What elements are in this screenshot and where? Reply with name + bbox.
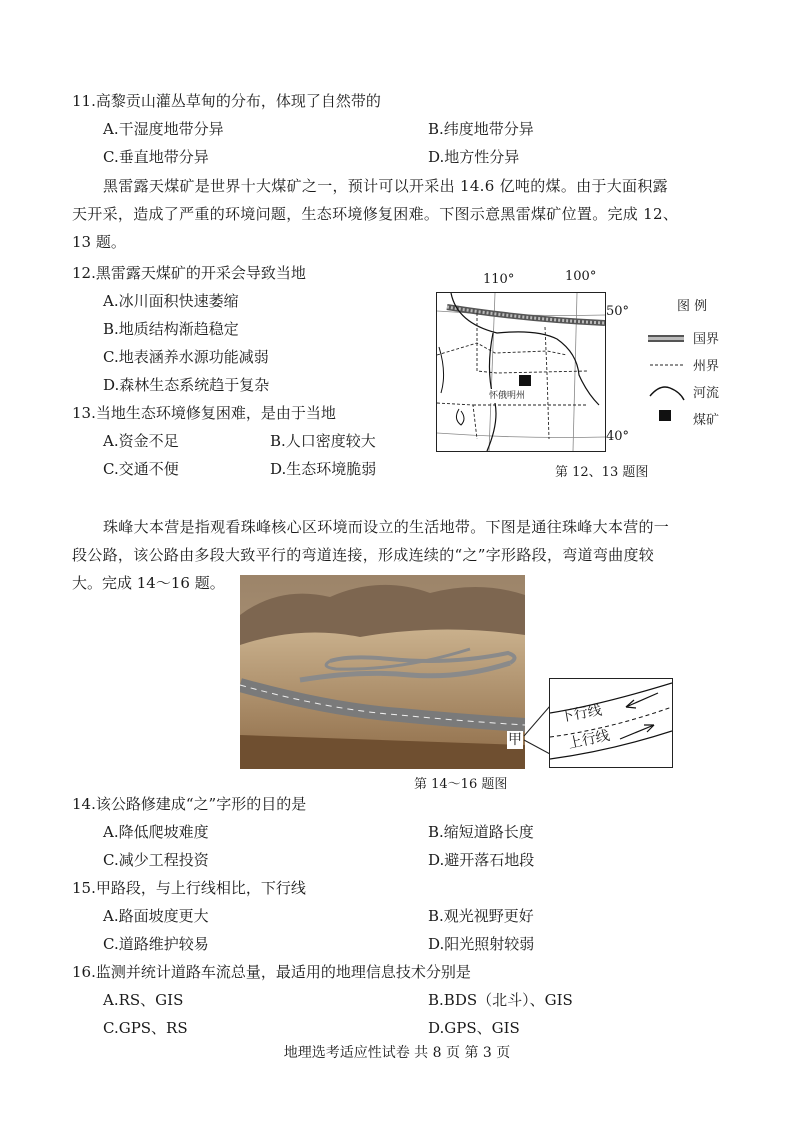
photo-caption: 第 14～16 题图 [414,777,508,792]
q16-option-b[interactable]: B.BDS（北斗）、GIS [428,991,573,1009]
passage2-line1: 珠峰大本营是指观看珠峰核心区环境而设立的生活地带。下图是通往珠峰大本营的一 [103,518,670,536]
passage1-line3: 13 题。 [72,233,126,251]
lake [456,409,464,425]
legend-national-border: 国界 [693,332,720,347]
legend-coal-mine: 煤矿 [693,413,720,428]
q14-stem: 14.该公路修建成“之”字形的目的是 [72,795,307,813]
state-border-1 [437,343,567,355]
map-drawing [437,293,605,451]
map-caption: 第 12、13 题图 [555,465,649,480]
q15-option-d[interactable]: D.阳光照射较弱 [428,935,535,953]
q15-option-a[interactable]: A.路面坡度更大 [103,907,209,925]
q11-stem: 11.高黎贡山灌丛草甸的分布，体现了自然带的 [72,92,381,110]
coal-mine-marker [519,375,531,386]
legend-title: 图 例 [677,299,708,314]
q14-option-d[interactable]: D.避开落石地段 [428,851,535,869]
legend-symbols [646,332,686,432]
q16-option-c[interactable]: C.GPS、RS [103,1019,188,1037]
down-arrow-head [626,700,636,708]
inset-connector-lines [520,676,552,756]
inset-down-line-label: 下行线 [558,702,604,726]
q14-option-c[interactable]: C.减少工程投资 [103,851,209,869]
q14-option-b[interactable]: B.缩短道路长度 [428,823,534,841]
q12-option-c[interactable]: C.地表涵养水源功能减弱 [103,348,269,366]
passage1-line2: 天开采，造成了严重的环境问题，生态环境修复困难。下图示意黑雷煤矿位置。完成 12、 [72,205,679,223]
q13-option-d[interactable]: D.生态环境脆弱 [270,460,377,478]
q12-stem: 12.黑雷露天煤矿的开采会导致当地 [72,264,306,282]
passage2-line2: 段公路，该公路由多段大致平行的弯道连接，形成连续的“之”字形路段，弯道弯曲度较 [72,546,655,564]
q15-option-c[interactable]: C.道路维护较易 [103,935,209,953]
q11-option-b[interactable]: B.纬度地带分异 [428,120,534,138]
q13-stem: 13.当地生态环境修复困难，是由于当地 [72,404,336,422]
meridian-100 [573,293,577,451]
road-inset [549,678,673,768]
national-border-band [447,307,605,323]
legend-national-border-hatch [648,337,684,340]
q11-option-a[interactable]: A.干湿度地带分异 [103,120,224,138]
legend-river-symbol [650,387,684,400]
q14-option-a[interactable]: A.降低爬坡难度 [103,823,209,841]
q12-option-b[interactable]: B.地质结构渐趋稳定 [103,320,239,338]
q16-option-a[interactable]: A.RS、GIS [103,991,184,1009]
q11-option-d[interactable]: D.地方性分异 [428,148,520,166]
up-arrow-line [620,725,654,739]
legend-river: 河流 [693,386,720,401]
map-place-label: 怀俄明州 [489,391,526,401]
road-photo-drawing [240,575,525,769]
passage1-line1: 黑雷露天煤矿是世界十大煤矿之一，预计可以开采出 14.6 亿吨的煤。由于大面积露 [103,177,668,195]
legend-coal-mine-symbol [659,410,671,421]
map-lat-50: 50° [606,304,630,319]
photo-label-jia: 甲 [508,732,522,748]
map-lon-110: 110° [483,272,515,287]
map-lon-100: 100° [565,269,597,284]
q15-option-b[interactable]: B.观光视野更好 [428,907,534,925]
q16-stem: 16.监测并统计道路车流总量，最适用的地理信息技术分别是 [72,963,471,981]
location-map [436,292,606,452]
passage2-line3: 大。完成 14～16 题。 [72,574,225,592]
q15-stem: 15.甲路段，与上行线相比，下行线 [72,879,306,897]
q16-option-d[interactable]: D.GPS、GIS [428,1019,520,1037]
legend-state-border: 州界 [693,359,720,374]
map-lat-40: 40° [606,429,630,444]
q12-option-d[interactable]: D.森林生态系统趋于复杂 [103,376,270,394]
q12-option-a[interactable]: A.冰川面积快速萎缩 [103,292,239,310]
state-border-3 [545,327,549,439]
inset-up-line-label: 上行线 [566,727,612,753]
q13-option-b[interactable]: B.人口密度较大 [270,432,376,450]
q13-option-c[interactable]: C.交通不便 [103,460,179,478]
q13-option-a[interactable]: A.资金不足 [103,432,179,450]
page-footer: 地理选考适应性试卷 共 8 页 第 3 页 [283,1045,511,1061]
road-photo [240,575,525,769]
parallel-40 [437,433,605,438]
q11-option-c[interactable]: C.垂直地带分异 [103,148,209,166]
